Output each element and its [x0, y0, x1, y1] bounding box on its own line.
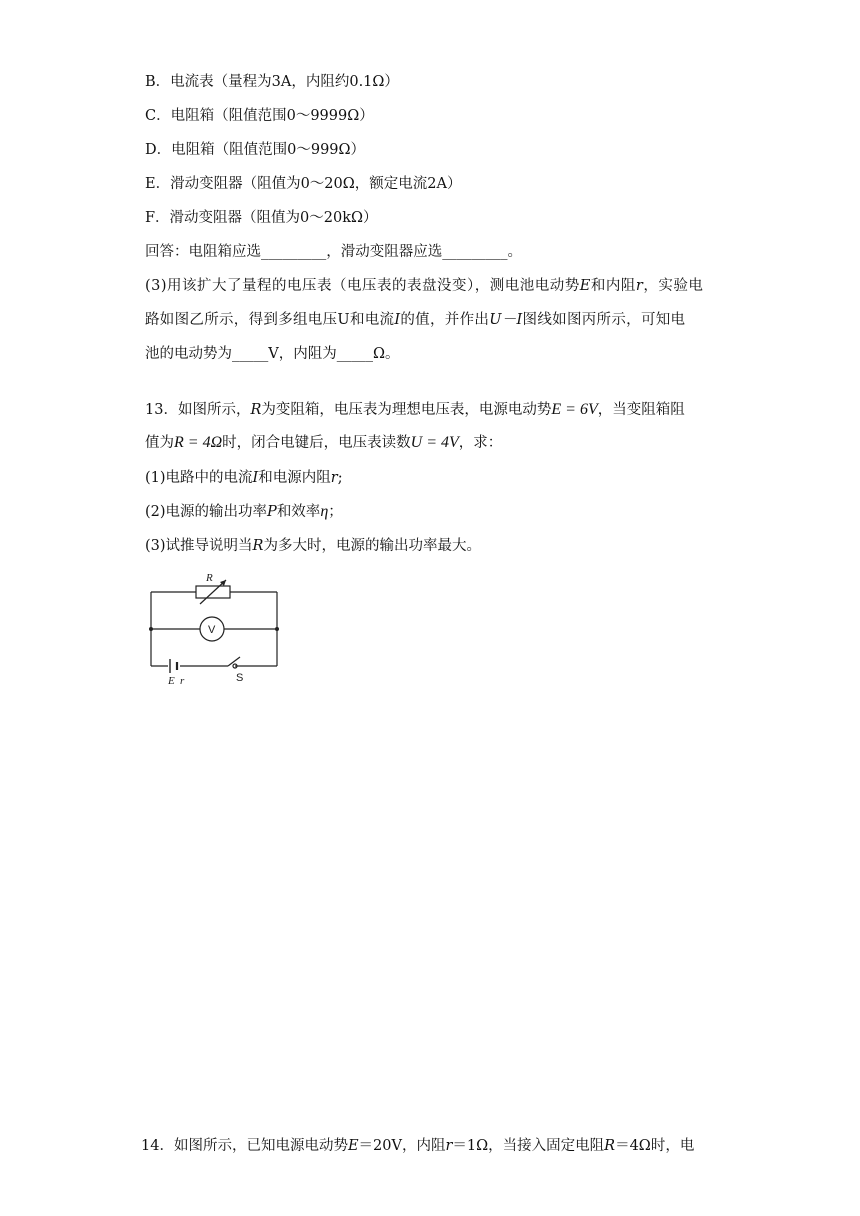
- label-S: S: [236, 672, 244, 684]
- var-r: r: [330, 470, 338, 486]
- part3-text: V，内阻为: [268, 346, 337, 362]
- var-R: R: [604, 1138, 616, 1154]
- part3-line-3: [145, 344, 400, 364]
- part3-line-2: [145, 310, 685, 330]
- label-R: R: [206, 572, 213, 584]
- equation-U: U = 4V: [410, 434, 459, 451]
- q13-text: (1)电路中的电流: [145, 470, 253, 486]
- q13-sub-2: [145, 502, 343, 522]
- blank-resistance: _____: [336, 346, 373, 362]
- option-b: B．电流表（量程为3A，内阻约0.1Ω）: [145, 74, 399, 90]
- q13-text: (2)电源的输出功率: [145, 504, 268, 520]
- label-V: V: [208, 624, 216, 636]
- blank-emf: _____: [232, 346, 269, 362]
- part3-text: 路如图乙所示，得到多组电压: [145, 312, 338, 328]
- q13-text: 值为: [145, 435, 174, 451]
- q13-text: (3)试推导说明当: [145, 538, 253, 554]
- var-E: E: [347, 1138, 359, 1154]
- q14-text: ＝4Ω时，电: [615, 1138, 695, 1154]
- label-E: E: [168, 675, 175, 687]
- answer-text-c: 。: [507, 244, 522, 260]
- var-r: r: [445, 1138, 453, 1154]
- q13-text: 和效率: [276, 504, 321, 520]
- q14-line-1: [141, 1136, 694, 1156]
- circuit-diagram: [140, 566, 290, 690]
- q13-text: ，求：: [458, 435, 503, 451]
- answer-line: [145, 242, 522, 262]
- var-P: P: [267, 504, 277, 520]
- var-U: U: [337, 312, 350, 328]
- q13-line-2: [145, 433, 502, 453]
- q13-text: ，当变阻箱阻: [597, 402, 685, 418]
- q13-text: ;: [337, 470, 343, 486]
- q14-text: ＝1Ω，当接入固定电阻: [452, 1138, 605, 1154]
- equation-R: R = 4Ω: [174, 434, 223, 451]
- option-e: E．滑动变阻器（阻值为0～20Ω，额定电流2A）: [145, 176, 462, 192]
- var-I: I: [252, 470, 259, 486]
- var-I: I: [394, 312, 401, 328]
- q13-text: 13．如图所示，: [145, 402, 251, 418]
- q13-text: 和电源内阻: [258, 470, 331, 486]
- var-U-I: U－I: [489, 312, 523, 328]
- option-f: F．滑动变阻器（阻值为0～20kΩ）: [145, 210, 378, 226]
- part3-text: 的值，并作出: [400, 312, 490, 328]
- part3-text: ，实验电: [643, 278, 704, 294]
- q13-text: ；: [328, 504, 343, 520]
- answer-blank-2: _________: [442, 244, 508, 260]
- q13-sub-1: [145, 468, 343, 488]
- junction-left: [149, 627, 153, 631]
- var-R: R: [252, 538, 264, 554]
- q13-text: 为变阻箱，电压表为理想电压表，电源电动势: [261, 402, 552, 418]
- option-d: D．电阻箱（阻值范围0～999Ω）: [145, 142, 366, 158]
- var-R: R: [250, 402, 262, 418]
- part3-line-1: [145, 276, 703, 296]
- part3-text: 图线如图丙所示，可知电: [522, 312, 686, 328]
- junction-right: [275, 627, 279, 631]
- part3-text: Ω。: [372, 346, 400, 362]
- q14-text: ＝20V，内阻: [358, 1138, 446, 1154]
- equation-E: E = 6V: [551, 401, 598, 418]
- var-E: E: [579, 278, 591, 294]
- q13-text: 时，闭合电键后，电压表读数: [222, 435, 411, 451]
- part3-text: (3)用该扩大了量程的电压表（电压表的表盘没变），测电池电动势: [145, 278, 580, 294]
- label-r: r: [180, 675, 185, 687]
- answer-text-b: ，滑动变阻器应选: [326, 244, 443, 260]
- option-c: C．电阻箱（阻值范围0～9999Ω）: [145, 108, 374, 124]
- var-r: r: [635, 278, 644, 294]
- q13-line-1: [145, 400, 685, 420]
- q13-sub-3: [145, 536, 481, 556]
- part3-text: 和电流: [349, 312, 395, 328]
- answer-text-a: 回答：电阻箱应选: [145, 244, 261, 260]
- part3-text: 和内阻: [590, 278, 636, 294]
- part3-text: 池的电动势为: [145, 346, 232, 362]
- var-eta: η: [320, 503, 329, 520]
- q14-text: 14．如图所示，已知电源电动势: [141, 1138, 348, 1154]
- q13-text: 为多大时，电源的输出功率最大。: [263, 538, 481, 554]
- answer-blank-1: _________: [261, 244, 327, 260]
